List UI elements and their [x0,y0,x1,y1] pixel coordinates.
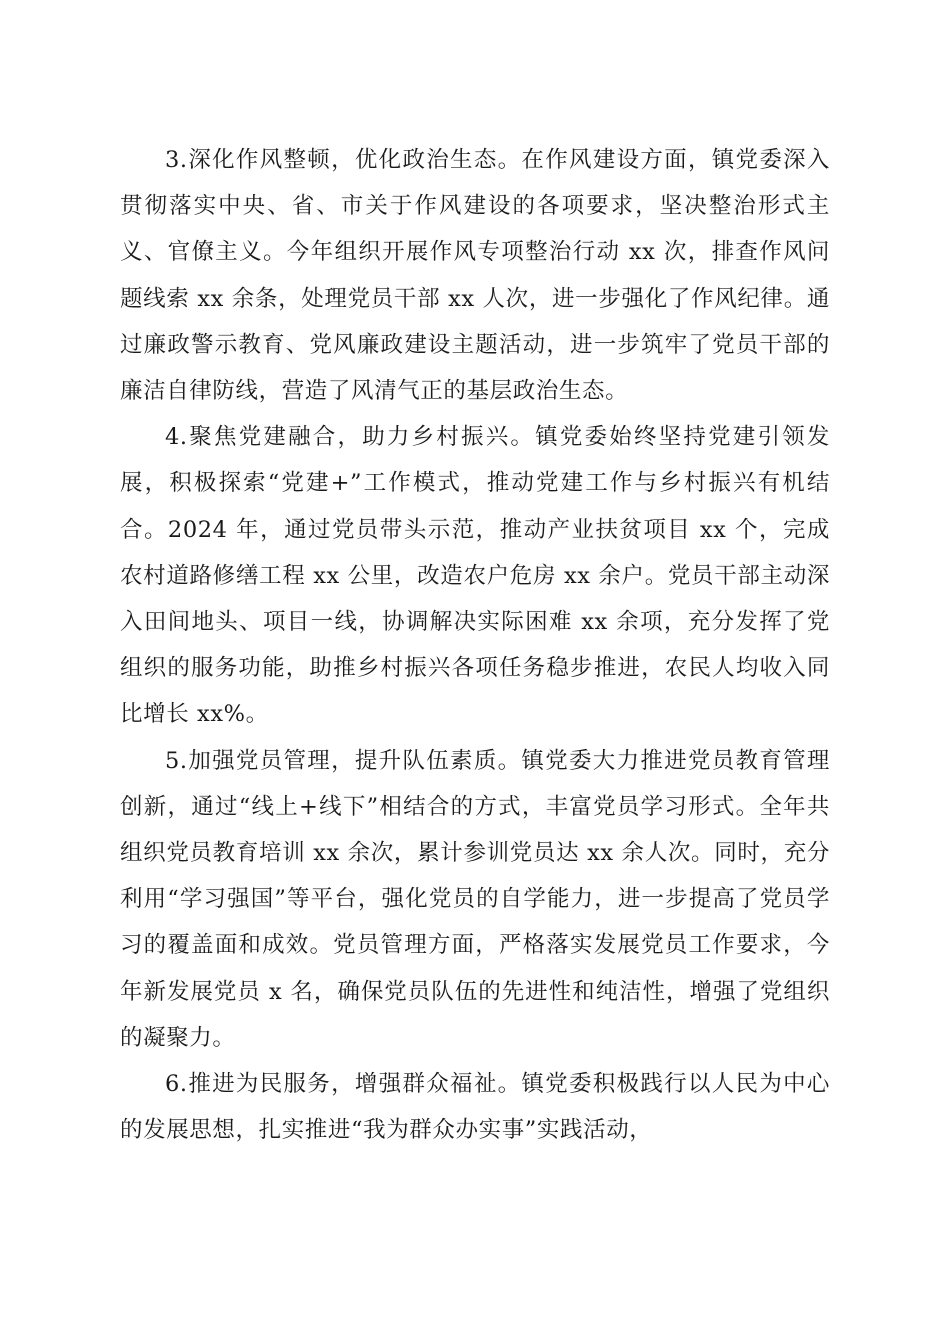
paragraph-6-public-service: 6.推进为民服务，增强群众福祉。镇党委积极践行以人民为中心的发展思想，扎实推进“我为群众办实事”实践活动， [120,1071,830,1144]
paragraph-3-work-style: 3.深化作风整顿，优化政治生态。在作风建设方面，镇党委深入贯彻落实中央、省、市关于作风建设的各项要求，坚决整治形式主义、官僚主义。今年组织开展作风专项整治行动 xx 次，排查作风问题线索 xx 余条，处理党员干部 xx 人次，进一步强化了作风纪律。通过廉政警示教育、党风廉政建设主题活动，进一步筑牢了党员干部的廉洁自律防线，营造了风清气正的基层政治生态。 [120,147,830,405]
paragraph-5-member-management: 5.加强党员管理，提升队伍素质。镇党委大力推进党员教育管理创新，通过“线上+线下”相结合的方式，丰富党员学习形式。全年共组织党员教育培训 xx 余次，累计参训党员达 xx 余人次。同时，充分利用“学习强国”等平台，强化党员的自学能力，进一步提高了党员学习的覆盖面和成效。党员管理方面，严格落实发展党员工作要求，今年新发展党员 x 名，确保党员队伍的先进性和纯洁性，增强了党组织的凝聚力。 [120,747,830,1051]
document-body [120,137,830,1153]
paragraph-4-rural-revitalization: 4.聚焦党建融合，助力乡村振兴。镇党委始终坚持党建引领发展，积极探索“党建+”工作模式，推动党建工作与乡村振兴有机结合。2024 年，通过党员带头示范，推动产业扶贫项目 xx 个，完成农村道路修缮工程 xx 公里，改造农户危房 xx 余户。党员干部主动深入田间地头、项目一线，协调解决实际困难 xx 余项，充分发挥了党组织的服务功能，助推乡村振兴各项任务稳步推进，农民人均收入同比增长 xx%。 [120,424,830,728]
